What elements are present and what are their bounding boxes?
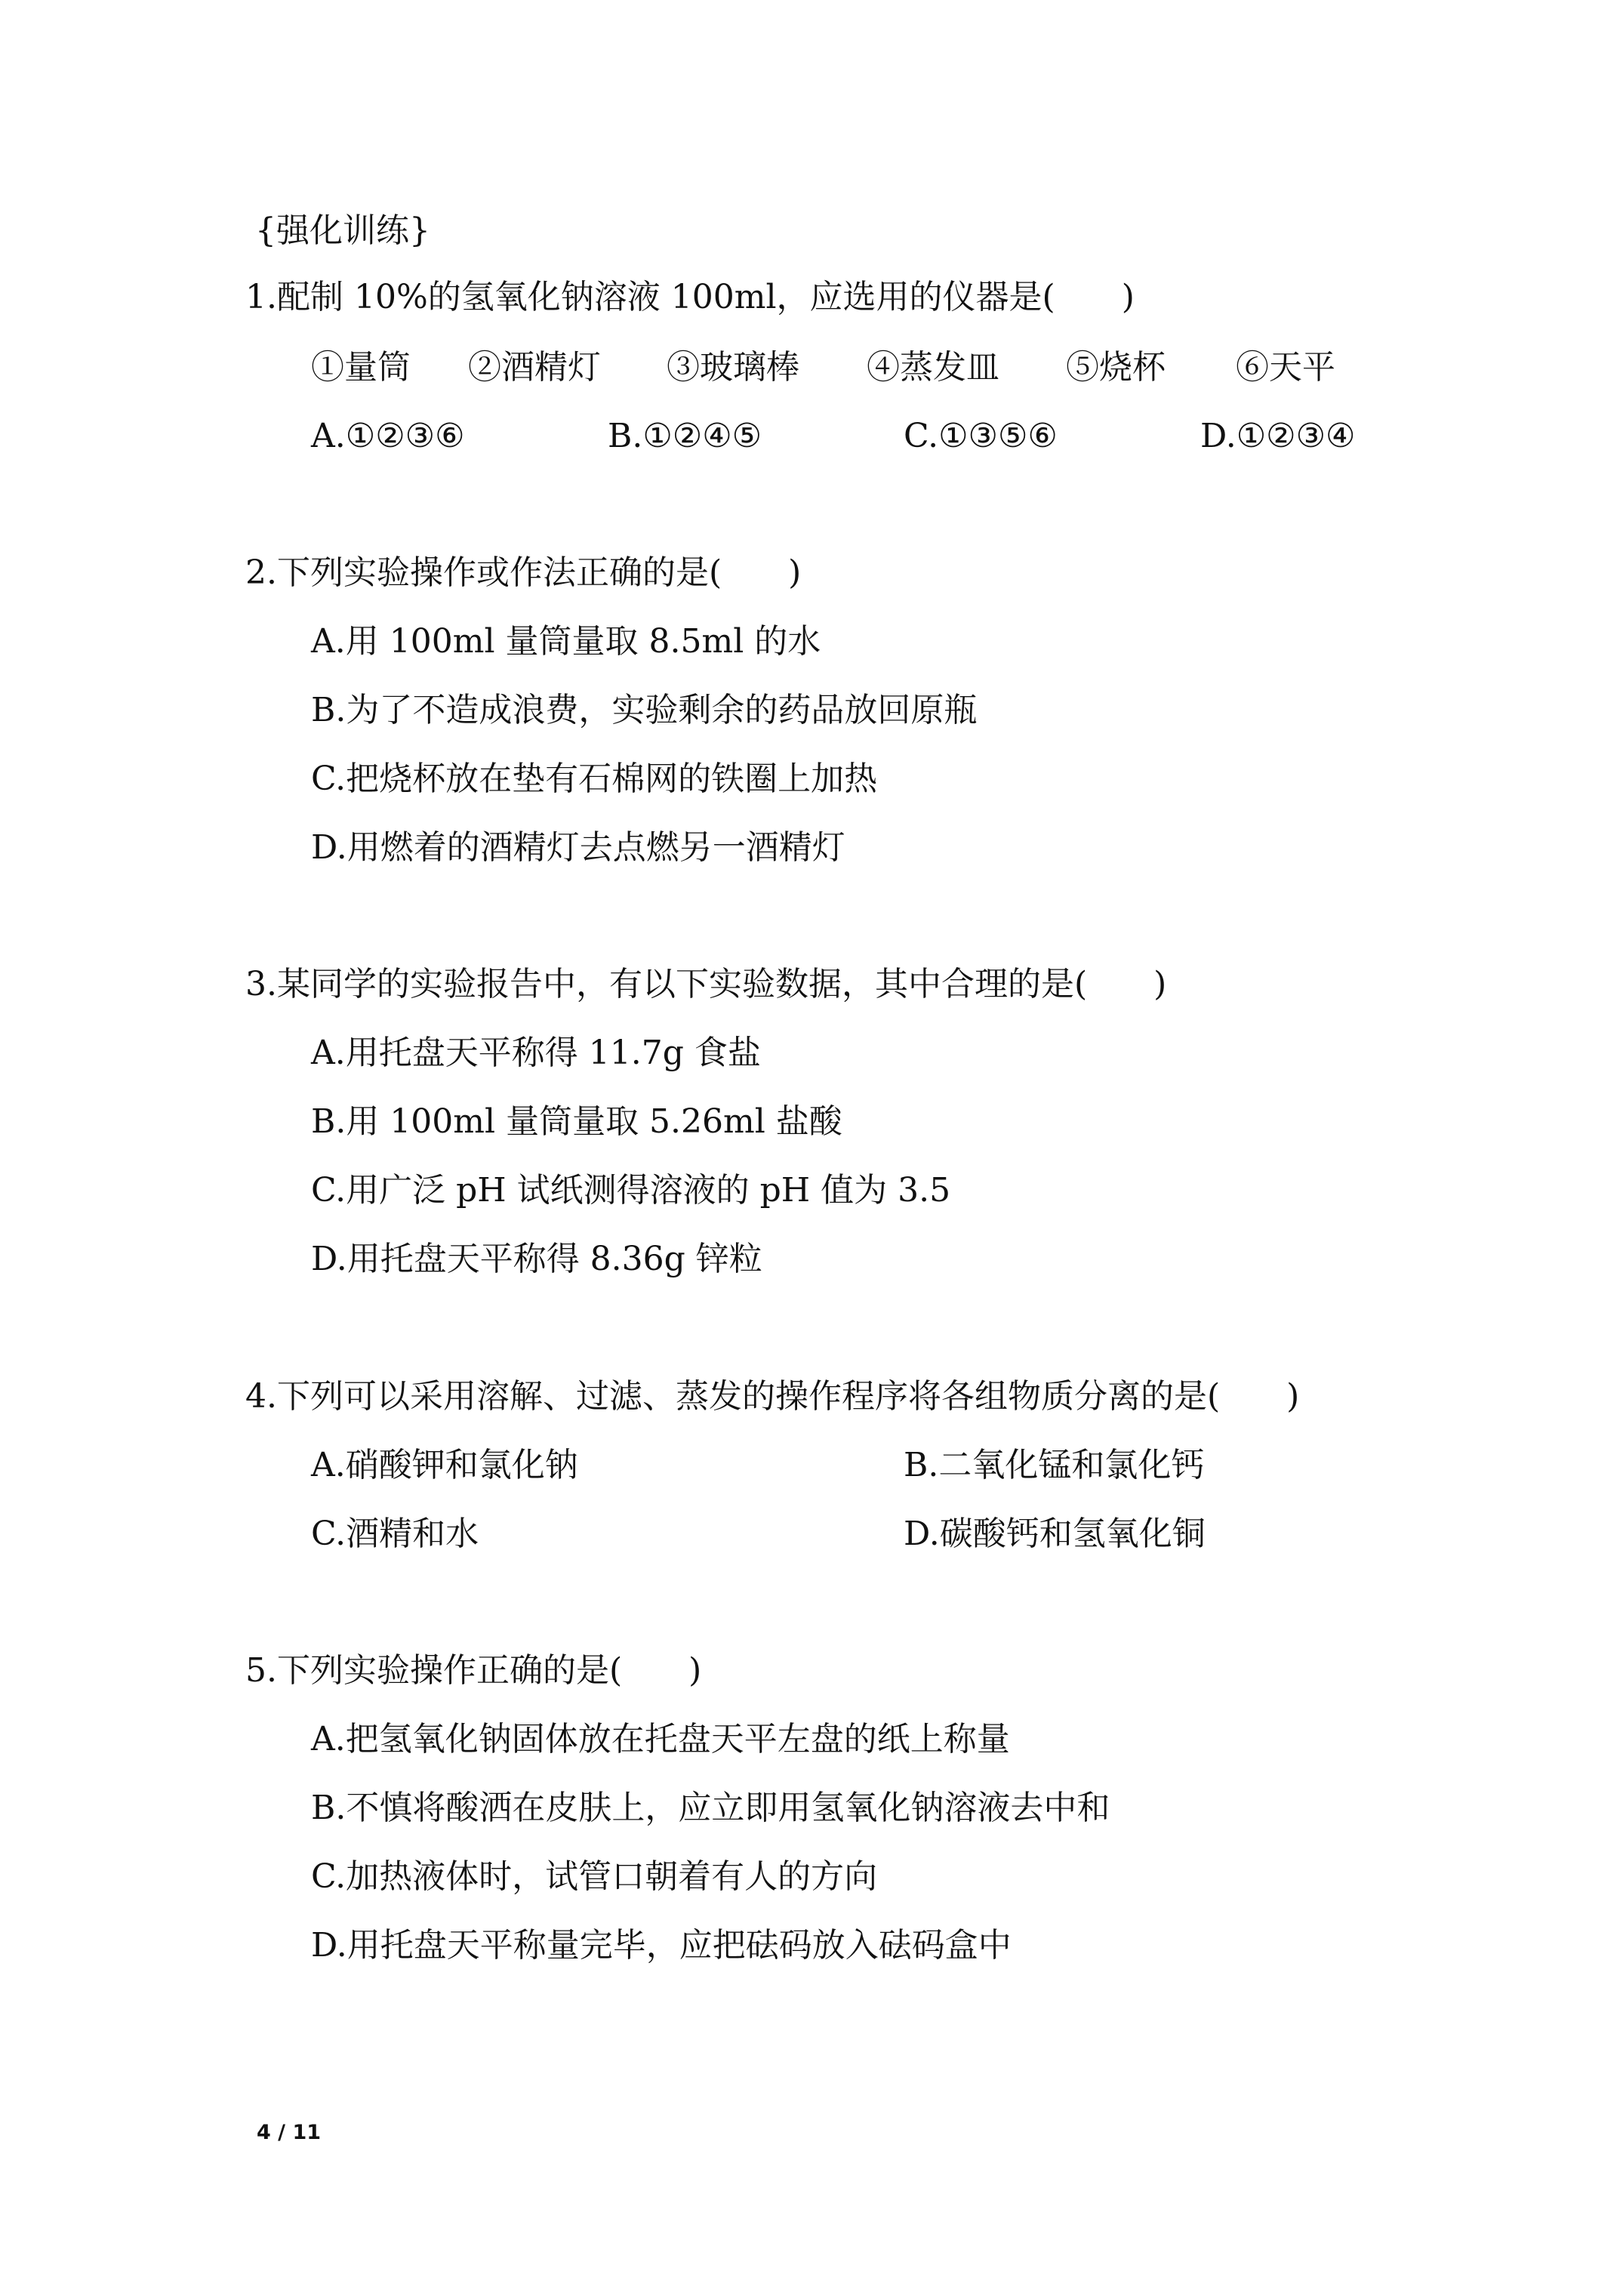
question-1-instrument-5: ⑤烧杯 [1066, 348, 1166, 387]
question-1-instrument-2: ②酒精灯 [468, 348, 601, 387]
question-4-option-d: D.碳酸钙和氢氧化铜 [904, 1515, 1206, 1553]
page-number: 4 / 11 [257, 2121, 322, 2144]
question-4-option-a: A.硝酸钾和氯化钠 [311, 1446, 578, 1484]
question-2-option-d: D.用燃着的酒精灯去点燃另一酒精灯 [311, 828, 845, 867]
question-1-option-c: C.①③⑤⑥ [904, 417, 1058, 455]
question-4-stem: 4.下列可以采用溶解、过滤、蒸发的操作程序将各组物质分离的是( ) [245, 1377, 1300, 1416]
question-1-instrument-6: ⑥天平 [1236, 348, 1335, 387]
question-1-option-a: A.①②③⑥ [311, 417, 465, 455]
question-2-option-c: C.把烧杯放在垫有石棉网的铁圈上加热 [311, 760, 878, 798]
question-3-option-b: B.用 100ml 量筒量取 5.26ml 盐酸 [311, 1102, 842, 1141]
question-1-instrument-3: ③玻璃棒 [667, 348, 799, 387]
question-3-option-d: D.用托盘天平称得 8.36g 锌粒 [311, 1240, 762, 1278]
question-2-option-b: B.为了不造成浪费，实验剩余的药品放回原瓶 [311, 691, 978, 729]
question-1-option-d: D.①②③④ [1200, 417, 1356, 455]
question-1-instrument-1: ①量筒 [311, 348, 411, 387]
question-3-option-c: C.用广泛 pH 试纸测得溶液的 pH 值为 3.5 [311, 1171, 951, 1210]
question-3-stem: 3.某同学的实验报告中，有以下实验数据，其中合理的是( ) [245, 965, 1167, 1003]
question-5-option-d: D.用托盘天平称量完毕，应把砝码放入砝码盒中 [311, 1926, 1012, 1965]
question-5-option-a: A.把氢氧化钠固体放在托盘天平左盘的纸上称量 [311, 1720, 1010, 1758]
question-3-option-a: A.用托盘天平称得 11.7g 食盐 [311, 1034, 761, 1072]
question-1-instrument-4: ④蒸发皿 [867, 348, 999, 387]
question-4-option-c: C.酒精和水 [311, 1515, 479, 1553]
question-2-option-a: A.用 100ml 量筒量取 8.5ml 的水 [311, 622, 821, 661]
question-2-stem: 2.下列实验操作或作法正确的是( ) [245, 553, 802, 592]
question-1-stem: 1.配制 10%的氢氧化钠溶液 100ml，应选用的仪器是( ) [245, 278, 1135, 316]
question-5-option-b: B.不慎将酸洒在皮肤上，应立即用氢氧化钠溶液去中和 [311, 1789, 1110, 1827]
question-5-stem: 5.下列实验操作正确的是( ) [245, 1651, 702, 1690]
question-4-option-b: B.二氧化锰和氯化钙 [904, 1446, 1205, 1484]
question-1-option-b: B.①②④⑤ [608, 417, 762, 455]
section-title: {强化训练} [255, 211, 430, 250]
question-5-option-c: C.加热液体时，试管口朝着有人的方向 [311, 1857, 878, 1896]
